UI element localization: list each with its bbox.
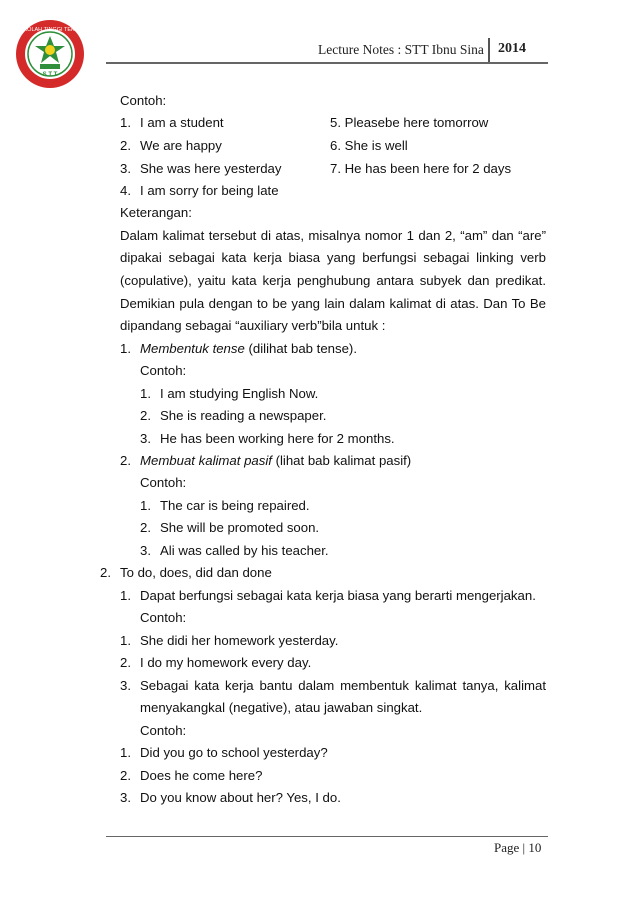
section-title: To do, does, did dan done — [120, 565, 272, 580]
list-number: 4. — [120, 183, 131, 198]
tense-heading-italic: Membentuk tense — [140, 341, 245, 356]
list-number: 2. — [120, 138, 131, 153]
contoh-label: Contoh: — [140, 363, 187, 378]
contoh-label: Contoh: — [140, 475, 187, 490]
list-number: 2. — [120, 768, 131, 783]
page-header — [0, 0, 638, 90]
list-number: 2. — [120, 453, 131, 468]
list-item: Ali was called by his teacher. — [160, 543, 329, 558]
list-item: Dapat berfungsi sebagai kata kerja biasa yang berarti mengerjakan. — [140, 588, 536, 603]
paragraph-line: Demikian pula dengan to be yang lain dalam kalimat di atas. Dan To Be — [120, 296, 546, 311]
tense-heading — [140, 340, 357, 358]
list-number: 1. — [140, 498, 151, 513]
list-number: 2. — [140, 408, 151, 423]
list-item: I am a student — [140, 115, 224, 130]
pasif-heading-italic: Membuat kalimat pasif — [140, 453, 272, 468]
logo-text-bottom: IBNU SINA — [39, 79, 61, 84]
list-item: 6. She is well — [330, 138, 408, 153]
logo-text-mid: S T T — [42, 72, 58, 78]
tense-heading-rest: (dilihat bab tense). — [244, 341, 357, 356]
header-separator — [488, 38, 490, 64]
paragraph-line: dipakai sebagai kata kerja biasa yang berfungsi sebagai linking verb — [120, 250, 546, 265]
list-item: 7. He has been here for 2 days — [330, 161, 512, 176]
list-number: 3. — [120, 161, 131, 176]
contoh-label: Contoh: — [140, 610, 187, 625]
list-item: She is reading a newspaper. — [160, 408, 327, 423]
list-item: He has been working here for 2 months. — [160, 431, 395, 446]
list-number: 1. — [120, 745, 131, 760]
pasif-heading — [140, 452, 411, 470]
list-item: I do my homework every day. — [140, 655, 312, 670]
list-item: Did you go to school yesterday? — [140, 745, 328, 760]
logo-text-top: SEKOLAH TINGGI TEKNIK — [16, 27, 84, 33]
paragraph-line: Sebagai kata kerja bantu dalam membentuk kalimat tanya, kalimat — [140, 678, 546, 693]
list-number: 3. — [140, 431, 151, 446]
header-year: 2014 — [498, 41, 526, 56]
list-number: 1. — [140, 386, 151, 401]
contoh-label: Contoh: — [140, 723, 187, 738]
list-item: She was here yesterday — [140, 161, 282, 176]
paragraph-line: (copulative), yaitu kata kerja penghubung antara subyek dan predikat. — [120, 273, 546, 288]
section-number: 2. — [100, 565, 111, 580]
footer-rule — [106, 836, 548, 837]
list-number: 2. — [140, 520, 151, 535]
pasif-heading-rest: (lihat bab kalimat pasif) — [271, 453, 412, 468]
list-number: 3. — [140, 543, 151, 558]
list-item: The car is being repaired. — [160, 498, 310, 513]
paragraph-line: dipandang sebagai “auxiliary verb”bila untuk : — [120, 318, 386, 333]
list-number: 1. — [120, 633, 131, 648]
header-title: Lecture Notes : STT Ibnu Sina — [318, 42, 484, 57]
list-item: She didi her homework yesterday. — [140, 633, 339, 648]
list-item: 5. Pleasebe here tomorrow — [330, 115, 489, 130]
list-item: Does he come here? — [140, 768, 263, 783]
page-number: Page | 10 — [494, 840, 542, 855]
list-item: I am studying English Now. — [160, 386, 319, 401]
list-number: 1. — [120, 341, 131, 356]
list-number: 1. — [120, 115, 131, 130]
paragraph-line: Dalam kalimat tersebut di atas, misalnya nomor 1 dan 2, “am” dan “are” — [120, 228, 546, 243]
list-number: 3. — [120, 678, 131, 693]
list-item: She will be promoted soon. — [160, 520, 320, 535]
list-item: Do you know about her? Yes, I do. — [140, 790, 341, 805]
list-number: 1. — [120, 588, 131, 603]
list-number: 2. — [120, 655, 131, 670]
list-item: We are happy — [140, 138, 222, 153]
list-item: I am sorry for being late — [140, 183, 279, 198]
intro-heading: Contoh: — [120, 93, 167, 108]
header-rule — [106, 62, 548, 64]
keterangan-heading: Keterangan: — [120, 205, 192, 220]
list-number: 3. — [120, 790, 131, 805]
college-logo — [14, 18, 86, 90]
paragraph-line: menyakangkal (negative), atau jawaban singkat. — [140, 700, 423, 715]
